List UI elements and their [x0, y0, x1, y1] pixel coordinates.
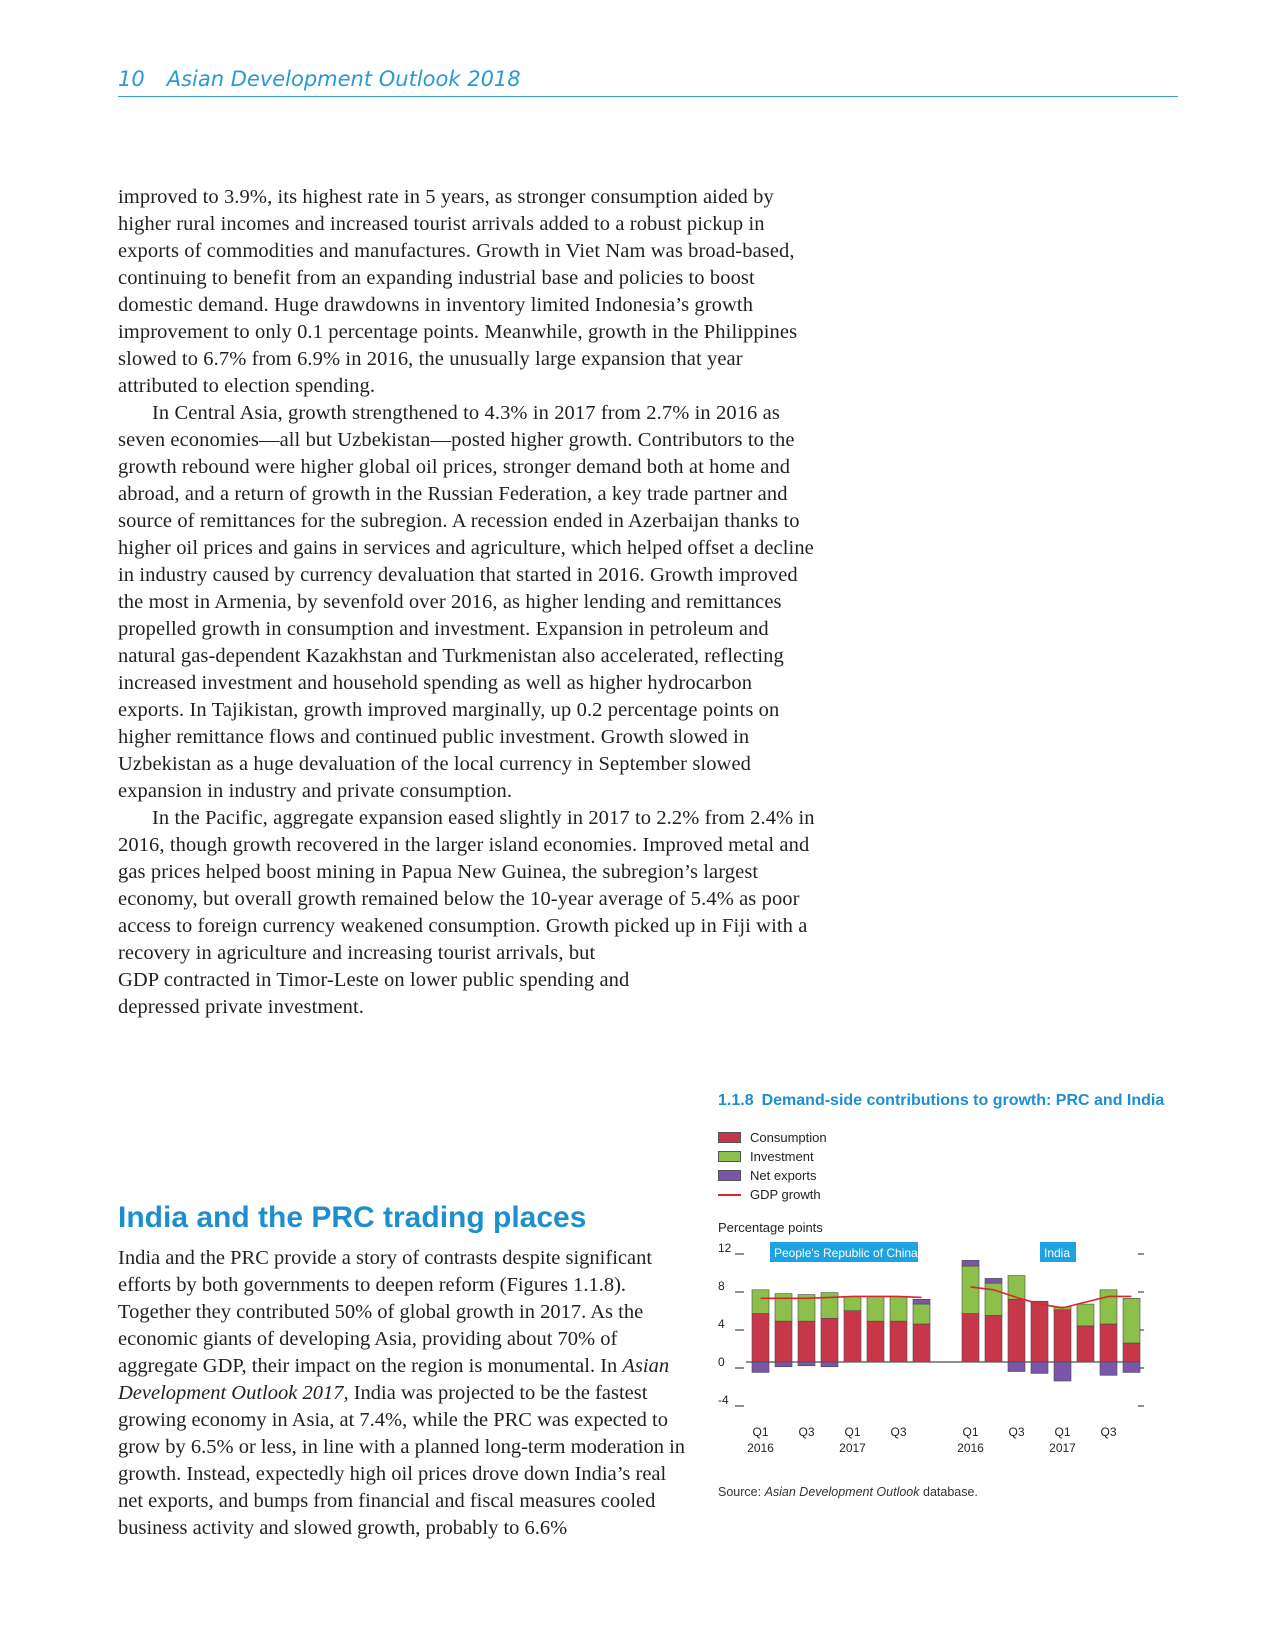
source-database-name: Asian Development Outlook	[764, 1485, 920, 1499]
x-tick-label: Q1	[752, 1425, 769, 1439]
net-exports-bar	[821, 1362, 838, 1367]
x-tick-label: Q3	[1008, 1425, 1025, 1439]
net-exports-bar	[1008, 1362, 1025, 1372]
investment-bar	[1123, 1298, 1140, 1343]
paragraph-central-asia: In Central Asia, growth strengthened to 4.3% in 2017 from 2.7% in 2016 as seven economies—all but Uzbekistan—posted higher growth. Contributors to the growth rebound were higher global oil prices, stronger demand both at home and abroad, and a return of growth in the Russian Federation, a key trade partner and source of remittances for the subregion. A recession ended in Azerbaijan thanks to higher oil prices and gains in services and agriculture, which helped offset a decline in industry caused by currency devaluation that started in 2016. Growth improved the most in Armenia, by sevenfold over 2016, as higher lending and remittances propelled growth in consumption and investment. Expansion in petroleum and natural gas-dependent Kazakhstan and Turkmenistan also accelerated, reflecting increased investment and household spending as well as higher hydrocarbon exports. In Tajikistan, growth improved marginally, up 0.2 percentage points on higher remittance flows and continued public investment. Growth slowed in Uzbekistan as a huge devaluation of the local currency in September slowed expansion in industry and private consumption.	[118, 402, 814, 802]
x-tick-year-label: 2017	[1049, 1441, 1076, 1455]
net-exports-bar	[985, 1278, 1002, 1283]
consumption-bar	[844, 1311, 861, 1362]
investment-bar	[867, 1296, 884, 1321]
paragraph-text-1: India and the PRC provide a story of contrasts despite significant efforts by both governments to deepen reform (Figures 1.1.8). Together they contributed 50% of global growth in 2017. As the economic giants of developing Asia, providing about 70% of aggregate GDP, their impact on the region is monumental. In	[118, 1247, 653, 1377]
paragraph-asean: improved to 3.9%, its highest rate in 5 years, as stronger consumption aided by higher rural incomes and increased tourist arrivals added to a robust pickup in exports of commodities and manufactures. Growth in Viet Nam was broad-based, continuing to benefit from an expanding industrial base and policies to boost domestic demand. Huge drawdowns in inventory limited Indonesia’s growth improvement to only 0.1 percentage points. Meanwhile, growth in the Philippines slowed to 6.7% from 6.9% in 2016, the unusually large expansion that year attributed to election spending.	[118, 186, 798, 397]
section-body	[118, 1245, 688, 1542]
investment-bar	[913, 1304, 930, 1324]
investment-bar	[985, 1283, 1002, 1315]
net-exports-bar	[752, 1362, 769, 1372]
consumption-bar	[1031, 1301, 1048, 1362]
figure-source	[718, 1485, 978, 1499]
x-tick-year-label: 2016	[957, 1441, 984, 1455]
legend-label-investment: Investment	[750, 1149, 814, 1164]
figure-1-1-8	[718, 1092, 1188, 1512]
investment-bar	[890, 1296, 907, 1321]
paragraph-india-prc	[118, 1245, 688, 1542]
net-exports-bar	[962, 1260, 979, 1266]
net-exports-bar	[1100, 1362, 1117, 1375]
investment-bar	[962, 1266, 979, 1314]
consumption-bar	[985, 1315, 1002, 1362]
legend-label-gdp-growth: GDP growth	[750, 1187, 821, 1202]
figure-title	[718, 1092, 1164, 1110]
net-exports-bar	[913, 1299, 930, 1304]
net-exports-bar	[1123, 1362, 1140, 1372]
consumption-bar	[1100, 1324, 1117, 1362]
source-suffix: database.	[919, 1485, 978, 1499]
x-tick-year-label: 2016	[747, 1441, 774, 1455]
running-head	[118, 62, 1178, 97]
body-text	[118, 184, 818, 1021]
gdp-growth-line-swatch	[718, 1194, 741, 1196]
publication-title: Asian Development Outlook 2018	[166, 67, 521, 91]
legend-item-consumption	[718, 1128, 827, 1147]
paragraph-pacific-end: GDP contracted in Timor-Leste on lower public spending and depressed private investment.	[118, 969, 630, 1018]
investment-bar	[752, 1290, 769, 1314]
consumption-bar	[798, 1321, 815, 1362]
y-tick-label: 12	[718, 1241, 732, 1255]
y-tick-label: 4	[718, 1317, 725, 1331]
y-axis-label: Percentage points	[718, 1220, 823, 1235]
x-tick-label: Q3	[1100, 1425, 1117, 1439]
x-tick-label: Q1	[844, 1425, 861, 1439]
legend-label-consumption: Consumption	[750, 1130, 827, 1145]
x-tick-year-label: 2017	[839, 1441, 866, 1455]
consumption-bar	[913, 1324, 930, 1362]
consumption-bar	[821, 1318, 838, 1362]
consumption-swatch	[718, 1132, 741, 1143]
consumption-bar	[1008, 1299, 1025, 1362]
chart-plot	[718, 1238, 1188, 1478]
net-exports-bar	[1054, 1362, 1071, 1381]
legend-item-net-exports	[718, 1166, 827, 1185]
legend-item-gdp-growth	[718, 1185, 827, 1204]
investment-bar	[1077, 1304, 1094, 1326]
paragraph-text-2: India was projected to be the fastest growing economy in Asia, at 7.4%, while the PRC was expected to grow by 6.5% or less, in line with a planned long-term moderation in growth. Instead, expectedly high oil prices drove down India’s real net exports, and bumps from financial and fiscal measures cooled business activity and slowed growth, probably to 6.6%	[118, 1382, 686, 1539]
net-exports-swatch	[718, 1170, 741, 1181]
paragraph-pacific: In the Pacific, aggregate expansion eased slightly in 2017 to 2.2% from 2.4% in 2016, though growth recovered in the larger island economies. Improved metal and gas prices helped boost mining in Papua New Guinea, the subregion’s largest economy, but overall growth remained below the 10-year average of 5.4% as poor access to foreign currency weakened consumption. Growth picked up in Fiji with a recovery in agriculture and increasing tourist arrivals, but	[118, 807, 815, 964]
consumption-bar	[1054, 1310, 1071, 1362]
page-number: 10	[118, 67, 145, 91]
section-heading: India and the PRC trading places	[118, 1201, 587, 1234]
legend-label-net-exports: Net exports	[750, 1168, 817, 1183]
investment-bar	[844, 1296, 861, 1310]
consumption-bar	[1077, 1326, 1094, 1362]
figure-caption: Demand-side contributions to growth: PRC and India	[761, 1092, 1165, 1109]
source-prefix: Source:	[718, 1485, 765, 1499]
panel-label: People's Republic of China	[774, 1246, 918, 1260]
x-tick-label: Q3	[798, 1425, 815, 1439]
consumption-bar	[962, 1314, 979, 1362]
investment-bar	[1100, 1290, 1117, 1324]
panel-label: India	[1044, 1246, 1071, 1260]
x-tick-label: Q3	[890, 1425, 907, 1439]
x-tick-label: Q1	[1054, 1425, 1071, 1439]
chart-legend	[718, 1128, 827, 1204]
consumption-bar	[890, 1321, 907, 1362]
publication-reference: Asian Development Outlook 2017,	[118, 1355, 670, 1404]
y-tick-label: 8	[718, 1279, 725, 1293]
consumption-bar	[752, 1314, 769, 1362]
net-exports-bar	[775, 1362, 792, 1367]
consumption-bar	[867, 1321, 884, 1362]
figure-number: 1.1.8	[718, 1092, 754, 1109]
investment-swatch	[718, 1151, 741, 1162]
consumption-bar	[775, 1321, 792, 1362]
y-tick-label: -4	[718, 1393, 729, 1407]
net-exports-bar	[798, 1362, 815, 1366]
legend-item-investment	[718, 1147, 827, 1166]
y-tick-label: 0	[718, 1355, 725, 1369]
net-exports-bar	[1031, 1362, 1048, 1373]
x-tick-label: Q1	[962, 1425, 979, 1439]
consumption-bar	[1123, 1343, 1140, 1362]
